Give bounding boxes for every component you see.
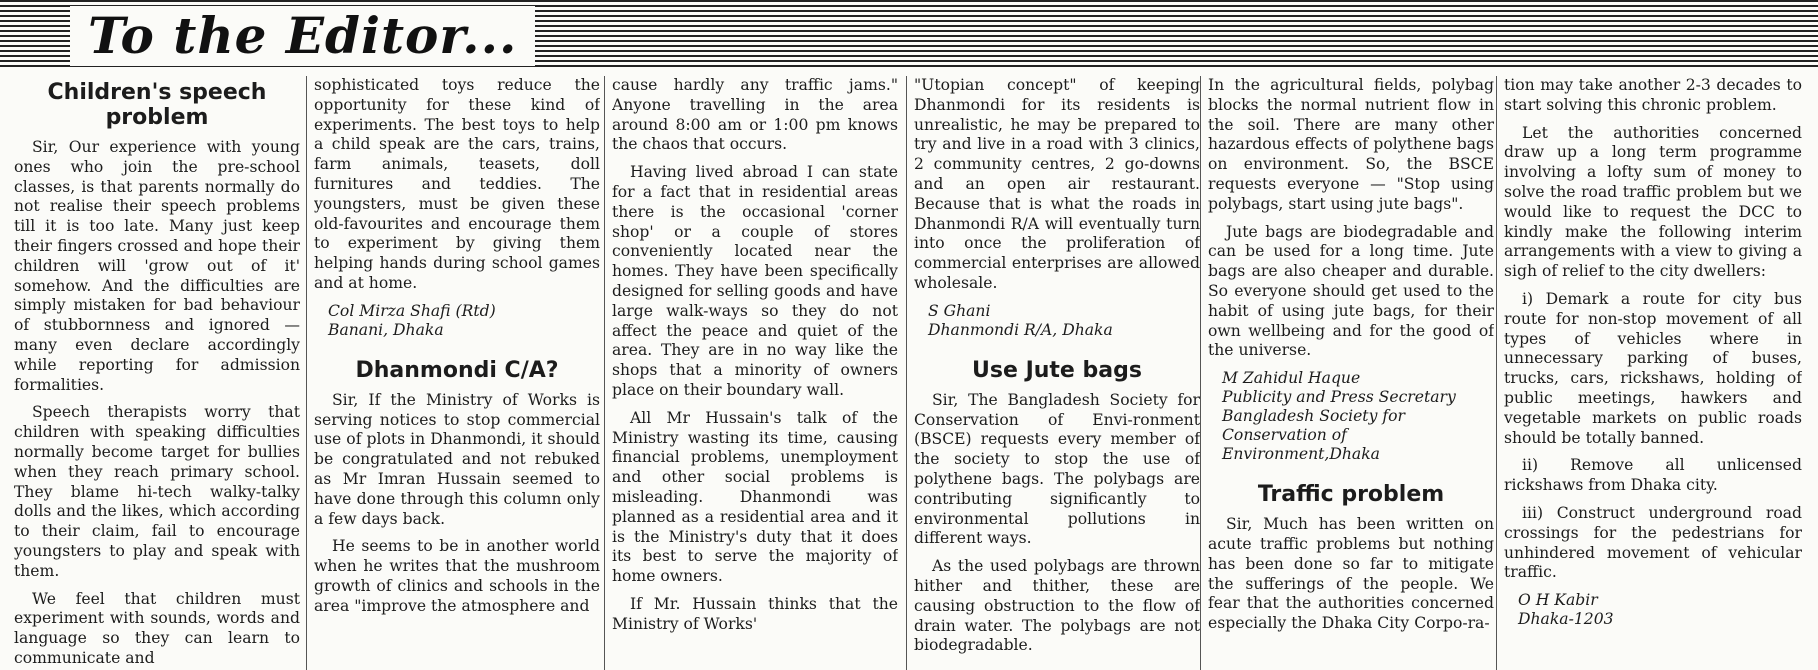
letter-paragraph: Sir, Our experience with young ones who join the pre-school classes, is that parents normally do not realise their speech problems till it is too late. Many just keep their fingers crossed and hope their children will 'grow out of it' somehow. And the difficulties are simply mistaken for bad behaviour of stubbornness and ignored — many even declare accordingly while reporting for admission formalities.	[14, 138, 300, 394]
column-rule	[1496, 76, 1497, 670]
letter-headline-jute: Use Jute bags	[972, 357, 1142, 383]
column-5	[1208, 76, 1494, 670]
column-2	[314, 76, 600, 670]
signature-name: Col Mirza Shafi (Rtd)	[328, 301, 496, 320]
letter-paragraph: i) Demark a route for city bus route for non-stop movement of all types of vehicles where in unnecessary parking of buses, trucks, cars, rickshaws, holding of public meetings, hawkers and vegetable markets on public roads should be totally banned.	[1504, 289, 1802, 447]
signature-name: O H Kabir	[1518, 591, 1598, 610]
letter-paragraph: cause hardly any traffic jams." Anyone travelling in the area around 8:00 am or 1:00 pm knows the chaos that occurs.	[612, 76, 898, 154]
letter-paragraph: In the agricultural fields, polybag blocks the normal nutrient flow in the soil. There are many other hazardous effects of polythene bags on environment. So, the BSCE requests everyone — "Stop using polybags, start using jute bags".	[1208, 76, 1494, 213]
signature-place: Dhaka-1203	[1518, 610, 1614, 629]
signature-place: Dhanmondi R/A, Dhaka	[928, 320, 1113, 339]
letter-paragraph: "Utopian concept" of keeping Dhanmondi for its residents is unrealistic, he may be prepared to try and live in a road with 3 clinics, 2 community centres, 2 go-downs and an open air restaurant. Because that is what the roads in Dhanmondi R/A will eventually turn into once the proliferation of commercial enterprises are allowed wholesale.	[914, 76, 1200, 292]
letter-paragraph: Let the authorities concerned draw up a long term programme involving a lofty sum of money to solve the road traffic problem but we would like to request the DCC to kindly make the following interim arrangements with a view to giving a sigh of relief to the city dwellers:	[1504, 123, 1802, 281]
column-rule	[604, 76, 605, 670]
letter-paragraph: We feel that children must experiment with sounds, words and language so they can learn to communicate and	[14, 589, 300, 667]
letter-paragraph: If Mr. Hussain thinks that the Ministry of Works'	[612, 594, 898, 633]
signature-place: Banani, Dhaka	[328, 320, 444, 339]
letter-paragraph: Speech therapists worry that children with speaking difficulties normally become target for bullies when they reach primary school. They blame hi-tech walky-talky dolls and the likes, which according to their claim, fail to encourage youngsters to play and speak with them.	[14, 403, 300, 580]
column-4	[914, 76, 1200, 670]
letter-paragraph: tion may take another 2-3 decades to start solving this chronic problem.	[1504, 76, 1802, 114]
section-banner	[0, 0, 1818, 70]
column-6	[1504, 76, 1802, 670]
letter-paragraph: Sir, The Bangladesh Society for Conservation of Envi-ronment (BSCE) requests every member of the society to stop the use of polythene bags. The polybags are contributing significantly to environmental pollutions in different ways.	[914, 390, 1200, 548]
letter-paragraph: Sir, Much has been written on acute traffic problems but nothing has been done so far to mitigate the sufferings of the people. We fear that the authorities concerned especially the Dhaka City Corpo-ra-	[1208, 515, 1494, 633]
signature-title: Publicity and Press Secretary	[1222, 388, 1456, 407]
letter-paragraph: ii) Remove all unlicensed rickshaws from Dhaka city.	[1504, 456, 1802, 495]
letter-headline-speech: Children's speech problem	[47, 80, 267, 130]
letter-signature	[928, 302, 1200, 340]
signature-name: M Zahidul Haque	[1222, 369, 1361, 388]
signature-name: S Ghani	[928, 301, 991, 320]
letter-headline-dhanmondi: Dhanmondi C/A?	[355, 357, 559, 383]
letter-paragraph: As the used polybags are thrown hither and thither, these are causing obstruction to the flow of drain water. The polybags are not biodegradable.	[914, 557, 1200, 655]
column-rule	[306, 76, 307, 670]
column-3	[612, 76, 898, 670]
section-title: To the Editor...	[70, 6, 535, 66]
letter-signature	[1518, 591, 1802, 629]
letter-paragraph: Having lived abroad I can state for a fact that in residential areas there is the occasional 'corner shop' or a couple of stores conveniently located near the homes. They have been specifically designed for selling goods and have large walk-ways so they do not affect the peace and quiet of the area. They are in no way like the shops that a minority of owners place on their boundary wall.	[612, 163, 898, 399]
column-rule	[906, 76, 907, 670]
letter-paragraph: sophisticated toys reduce the opportunity for these kind of experiments. The best toys to help a child speak are the cars, trains, farm animals, teasets, doll furnitures and teddies. The youngsters, must be given these old-favourites and encourage them to experiment by giving them helping hands during school games and at home.	[314, 76, 600, 292]
letter-signature	[328, 302, 600, 340]
column-rule	[1200, 76, 1201, 670]
letter-paragraph: iii) Construct underground road crossings for the pedestrians for unhindered movement of vehicular traffic.	[1504, 503, 1802, 582]
column-1	[14, 76, 300, 670]
signature-organization: Bangladesh Society for Conservation of Environment,Dhaka	[1222, 407, 1405, 464]
letter-headline-traffic: Traffic problem	[1257, 482, 1445, 508]
letter-paragraph: Jute bags are biodegradable and can be used for a long time. Jute bags are also cheaper and durable. So everyone should get used to the habit of using jute bags, for their own wellbeing and for the good of the universe.	[1208, 222, 1494, 360]
letter-signature	[1222, 369, 1494, 464]
letter-paragraph: Sir, If the Ministry of Works is serving notices to stop commercial use of plots in Dhanmondi, it should be congratulated and not rebuked as Mr Imran Hussain seemed to have done through this column only a few days back.	[314, 390, 600, 528]
letter-paragraph: All Mr Hussain's talk of the Ministry wasting its time, causing financial problems, unemployment and other social problems is misleading. Dhanmondi was planned as a residential area and it is the Ministry's duty that it does its best to serve the majority of home owners.	[612, 408, 898, 586]
letter-paragraph: He seems to be in another world when he writes that the mushroom growth of clinics and schools in the area "improve the atmosphere and	[314, 537, 600, 615]
